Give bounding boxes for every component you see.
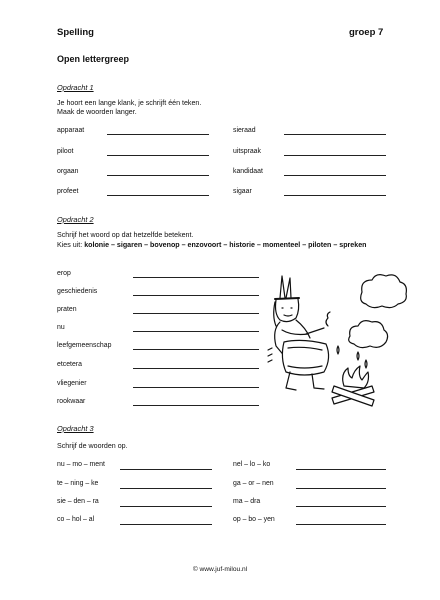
exercise3-heading: Opdracht 3 (57, 424, 94, 433)
ex3-word-right-1: nel – lo – ko (233, 461, 271, 468)
ex1-answer-left-1[interactable] (107, 134, 209, 135)
ex3-answer-left-1[interactable] (120, 469, 212, 470)
ex1-answer-right-2[interactable] (284, 155, 386, 156)
exercise1-instruction-1: Je hoort een lange klank, je schrijft één teken. (57, 99, 202, 107)
group-label: groep 7 (349, 27, 384, 38)
ex3-word-right-4: op – bo – yen (233, 516, 275, 523)
ex3-word-left-1: nu – mo – ment (57, 461, 105, 468)
ex2-word-1: erop (57, 270, 71, 277)
ex3-answer-left-3[interactable] (120, 506, 212, 507)
choices-prefix: Kies uit: (57, 241, 85, 249)
ex2-answer-4[interactable] (133, 331, 259, 332)
ex1-word-right-3: kandidaat (233, 168, 263, 175)
subject-label: Spelling (57, 27, 94, 38)
ex1-word-left-3: orgaan (57, 168, 79, 175)
ex1-answer-left-2[interactable] (107, 155, 209, 156)
ex2-answer-6[interactable] (133, 368, 259, 369)
ex2-word-5: leefgemeenschap (57, 342, 112, 349)
exercise2-heading: Opdracht 2 (57, 215, 94, 224)
ex1-answer-left-3[interactable] (107, 175, 209, 176)
ex1-word-left-2: piloot (57, 148, 74, 155)
ex1-word-right-2: uitspraak (233, 148, 261, 155)
exercise1-instruction-2: Maak de woorden langer. (57, 108, 137, 116)
ex1-answer-right-3[interactable] (284, 175, 386, 176)
ex2-word-8: rookwaar (57, 398, 86, 405)
ex1-word-right-1: sieraad (233, 127, 256, 134)
footer-credit: © www.juf-milou.nl (192, 566, 248, 573)
ex1-answer-right-4[interactable] (284, 195, 386, 196)
ex3-word-right-3: ma – dra (233, 498, 261, 505)
ex2-answer-2[interactable] (133, 295, 259, 296)
exercise2-choices-line (57, 241, 366, 251)
exercise3-instruction: Schrijf de woorden op. (57, 442, 128, 450)
ex3-answer-right-2[interactable] (296, 488, 386, 489)
ex2-answer-1[interactable] (133, 277, 259, 278)
ex2-answer-5[interactable] (133, 349, 259, 350)
ex2-word-4: nu (57, 324, 65, 331)
ex2-word-6: etcetera (57, 361, 82, 368)
ex1-answer-left-4[interactable] (107, 195, 209, 196)
ex2-word-7: vliegenier (57, 380, 87, 387)
native-figure-campfire-illustration (262, 268, 412, 410)
ex1-answer-right-1[interactable] (284, 134, 386, 135)
ex3-answer-right-3[interactable] (296, 506, 386, 507)
ex1-word-left-1: apparaat (57, 127, 85, 134)
ex1-word-right-4: sigaar (233, 188, 252, 195)
ex3-answer-right-4[interactable] (296, 524, 386, 525)
page-title: Open lettergreep (57, 54, 130, 64)
ex2-answer-8[interactable] (133, 405, 259, 406)
ex3-word-right-2: ga – or – nen (233, 480, 274, 487)
ex3-answer-left-2[interactable] (120, 488, 212, 489)
ex2-answer-3[interactable] (133, 313, 259, 314)
choices-words: kolonie – sigaren – bovenop – enzovoort – historie – momenteel – piloten – spreken (84, 241, 367, 249)
ex3-word-left-3: sie – den – ra (57, 498, 99, 505)
ex3-word-left-4: co – hol – al (57, 516, 95, 523)
ex2-answer-7[interactable] (133, 387, 259, 388)
exercise1-heading: Opdracht 1 (57, 83, 94, 92)
ex2-word-2: geschiedenis (57, 288, 98, 295)
ex3-word-left-2: te – ning – ke (57, 480, 99, 487)
ex3-answer-left-4[interactable] (120, 524, 212, 525)
exercise2-instruction: Schrijf het woord op dat hetzelfde betekent. (57, 231, 194, 239)
ex1-word-left-4: profeet (57, 188, 79, 195)
ex3-answer-right-1[interactable] (296, 469, 386, 470)
ex2-word-3: praten (57, 306, 77, 313)
